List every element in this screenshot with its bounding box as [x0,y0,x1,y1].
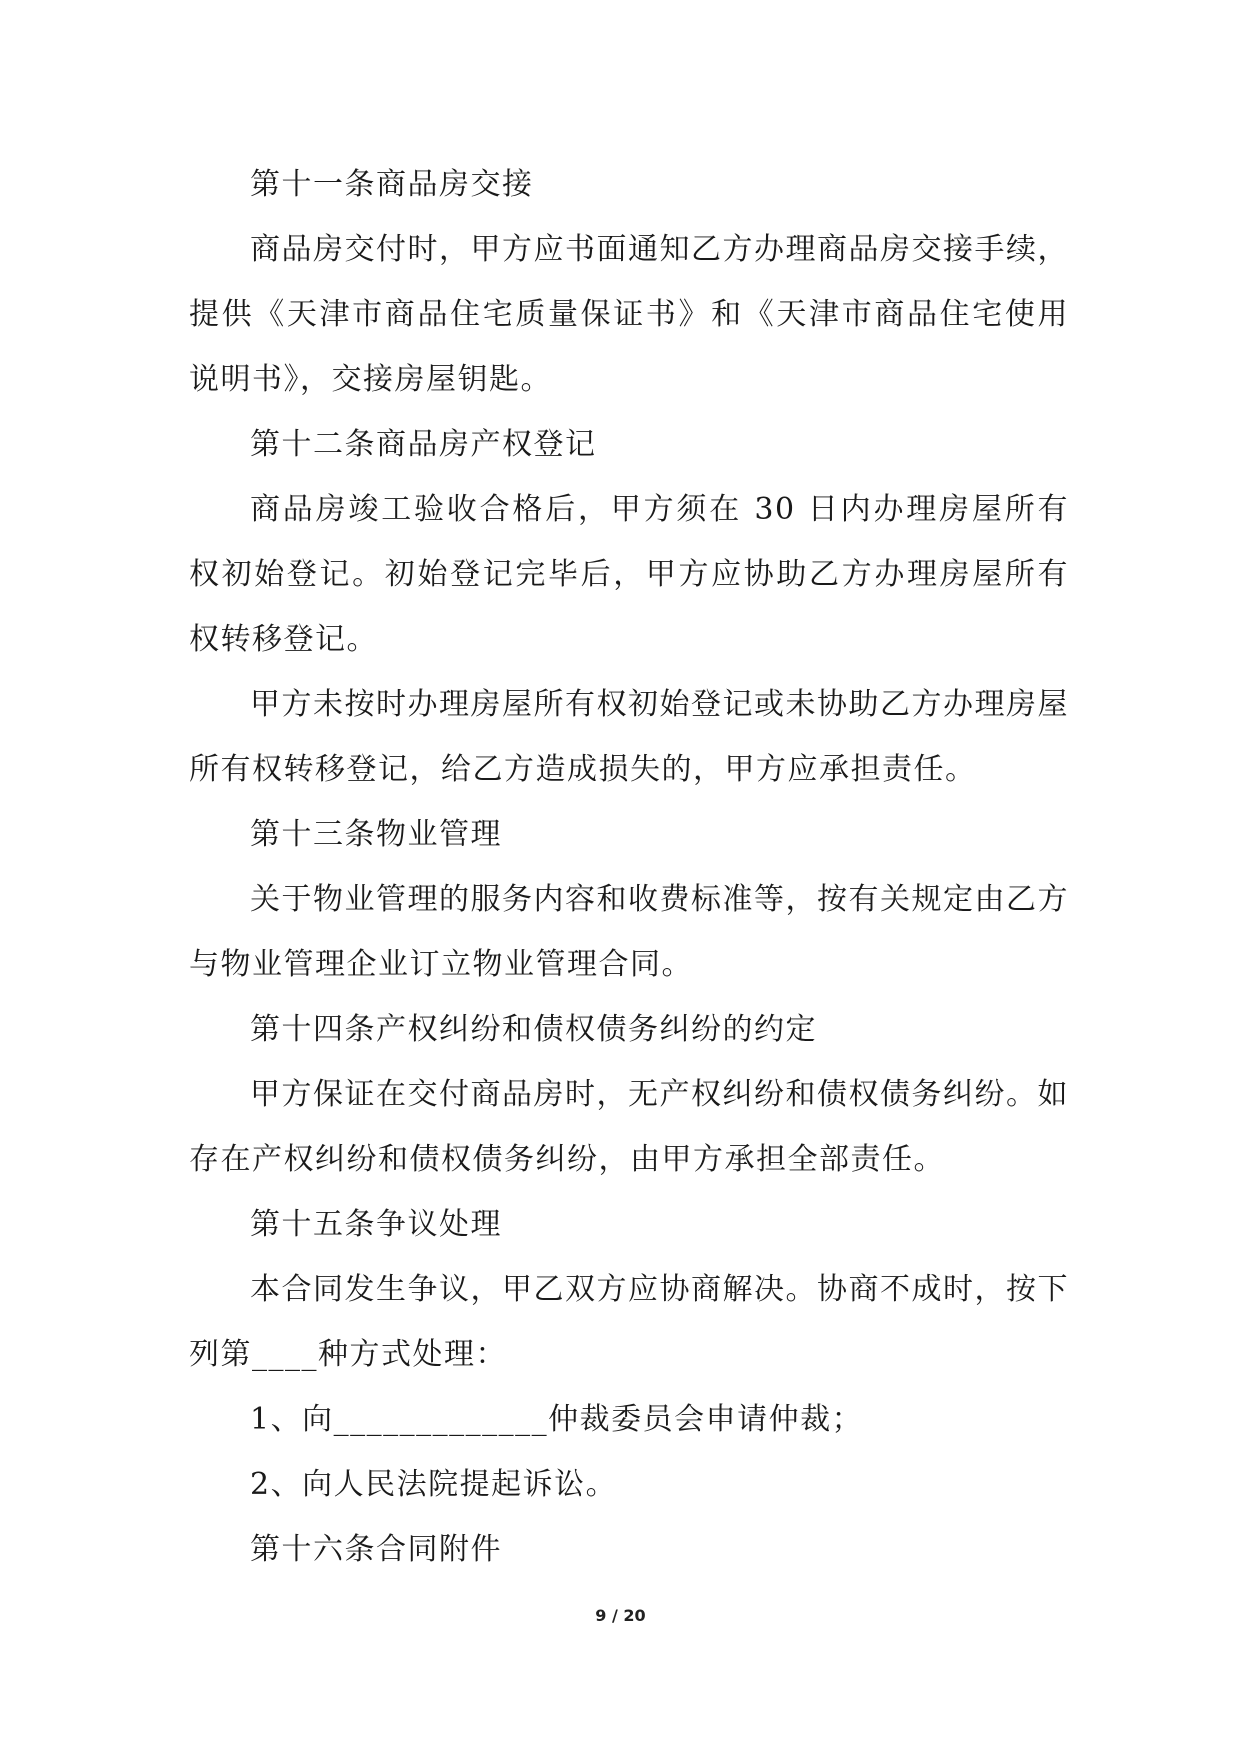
page-number: 9 / 20 [595,1606,646,1625]
list-item-litigation: 2、向人民法院提起诉讼。 [250,1467,618,1502]
paragraph: 本合同发生争议，甲乙双方应协商解决。协商不成时，按下列第____种方式处理： [189,1272,1069,1372]
document-page [189,152,1069,1582]
list-item-arbitration: 1、向_____________仲裁委员会申请仲裁； [250,1402,864,1437]
paragraph: 商品房交付时，甲方应书面通知乙方办理商品房交接手续，提供《天津市商品住宅质量保证书》和《天津市商品住宅使用说明书》，交接房屋钥匙。 [189,232,1069,397]
section-heading-12: 第十二条商品房产权登记 [250,427,597,462]
section-heading-16: 第十六条合同附件 [250,1532,502,1567]
paragraph: 甲方保证在交付商品房时，无产权纠纷和债权债务纠纷。如存在产权纠纷和债权债务纠纷，由甲方承担全部责任。 [189,1077,1069,1177]
paragraph: 关于物业管理的服务内容和收费标准等，按有关规定由乙方与物业管理企业订立物业管理合同。 [189,882,1069,982]
paragraph: 商品房竣工验收合格后，甲方须在 30 日内办理房屋所有权初始登记。初始登记完毕后，甲方应协助乙方办理房屋所有权转移登记。 [189,492,1069,657]
section-heading-13: 第十三条物业管理 [250,817,502,852]
section-heading-11: 第十一条商品房交接 [250,167,534,202]
section-heading-14: 第十四条产权纠纷和债权债务纠纷的约定 [250,1012,817,1047]
paragraph: 甲方未按时办理房屋所有权初始登记或未协助乙方办理房屋所有权转移登记，给乙方造成损失的，甲方应承担责任。 [189,687,1069,787]
section-heading-15: 第十五条争议处理 [250,1207,502,1242]
